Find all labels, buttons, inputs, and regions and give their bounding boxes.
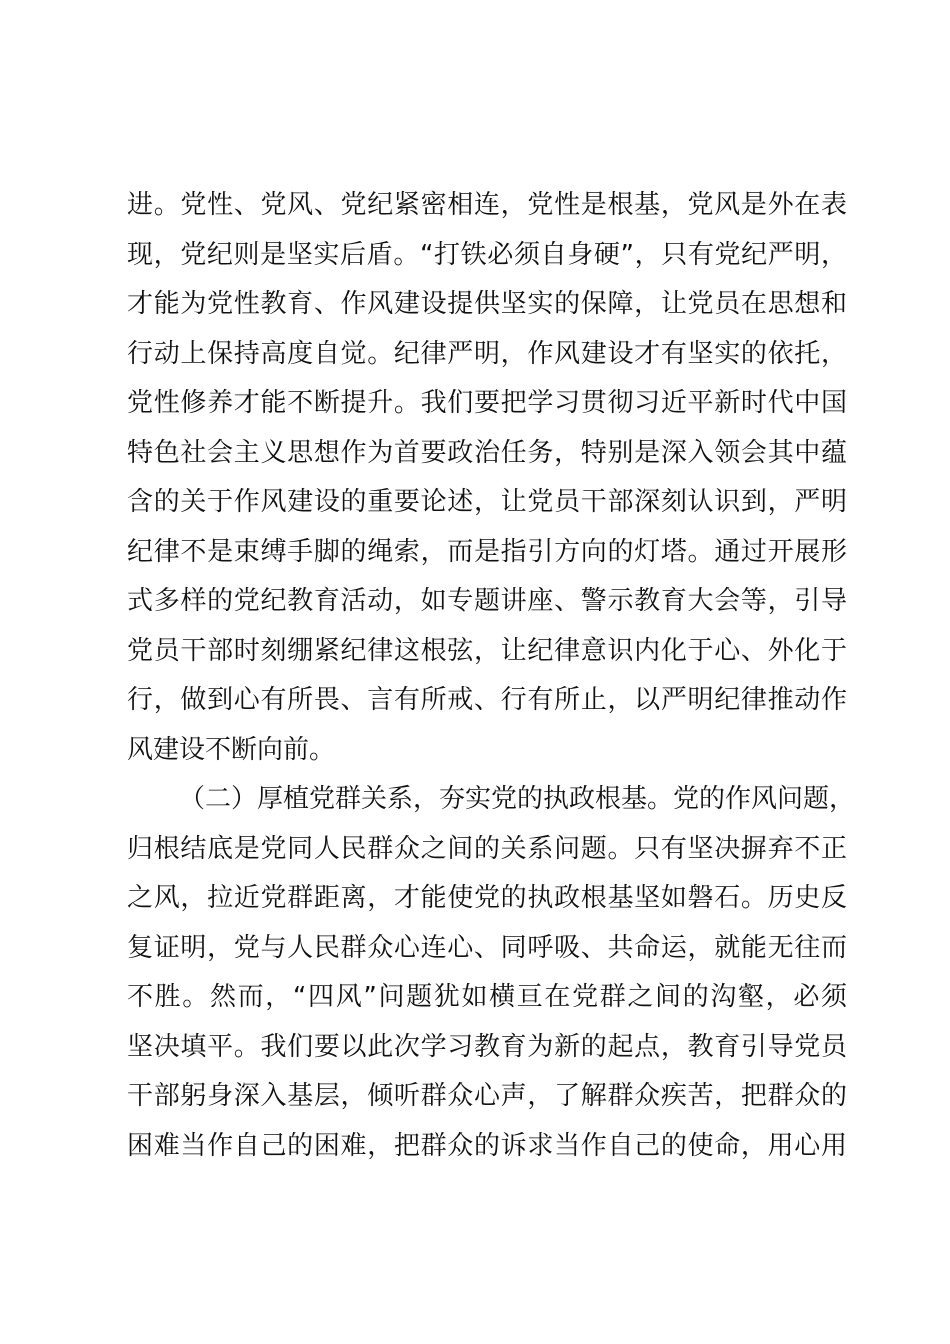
text-line: 才能为党性教育、作风建设提供坚实的保障，让党员在思想和: [127, 289, 847, 319]
text-line: 行动上保持高度自觉。纪律严明，作风建设才有坚实的依托，: [127, 338, 847, 369]
text-line: 特色社会主义思想作为首要政治任务，特别是深入领会其中蕴: [127, 437, 847, 468]
text-line: 纪律不是束缚手脚的绳索，而是指引方向的灯塔。通过开展形: [127, 536, 847, 567]
text-line: 归根结底是党同人民群众之间的关系问题。只有坚决摒弃不正: [127, 833, 847, 864]
body-text: [127, 181, 856, 1171]
text-line: 含的关于作风建设的重要论述，让党员干部深刻认识到，严明: [127, 487, 847, 517]
text-line: （二）厚植党群关系，夯实党的执政根基。党的作风问题，: [179, 784, 856, 814]
text-line: 干部躬身深入基层，倾听群众心声，了解群众疾苦，把群众的: [127, 1081, 847, 1111]
text-line: 党性修养才能不断提升。我们要把学习贯彻习近平新时代中国: [127, 388, 847, 418]
text-line: 困难当作自己的困难，把群众的诉求当作自己的使命，用心用: [127, 1130, 847, 1161]
text-line: 党员干部时刻绷紧纪律这根弦，让纪律意识内化于心、外化于: [127, 635, 847, 666]
text-line: 式多样的党纪教育活动，如专题讲座、警示教育大会等，引导: [127, 586, 847, 616]
text-line: 风建设不断向前。: [127, 734, 336, 765]
text-line: 现，党纪则是坚实后盾。“打铁必须自身硬”，只有党纪严明，: [127, 239, 847, 270]
text-line: 行，做到心有所畏、言有所戒、行有所止，以严明纪律推动作: [127, 685, 847, 715]
text-line: 之风，拉近党群距离，才能使党的执政根基坚如磐石。历史反: [127, 883, 847, 913]
paragraph-1: [127, 181, 847, 775]
text-line: 坚决填平。我们要以此次学习教育为新的起点，教育引导党员: [127, 1031, 847, 1062]
text-line: 复证明，党与人民群众心连心、同呼吸、共命运，就能无往而: [127, 932, 847, 963]
text-line: 不胜。然而，“四风”问题犹如横亘在党群之间的沟壑，必须: [127, 982, 847, 1012]
text-line: 进。党性、党风、党纪紧密相连，党性是根基，党风是外在表: [127, 190, 847, 220]
paragraph-2: [127, 775, 856, 1171]
